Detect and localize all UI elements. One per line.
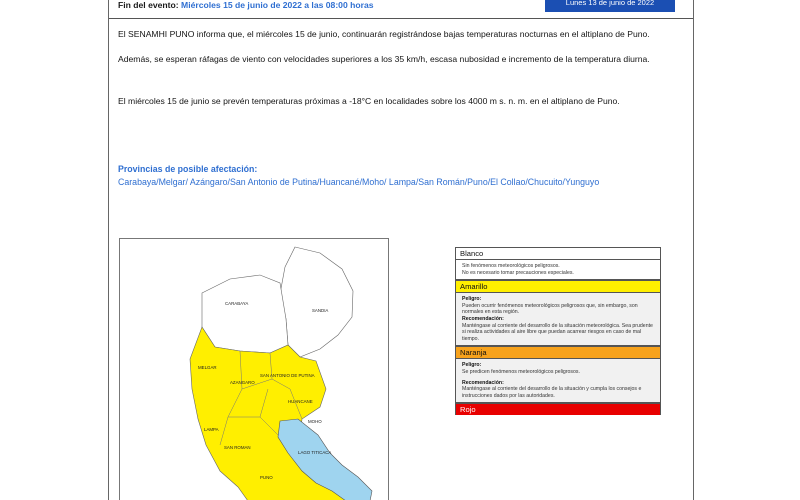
legend-blanco-text1: Sin fenómenos meteorológicos peligrosos. [462,263,560,269]
legend-amarillo-peligro: Pueden ocurrir fenómenos meteorológicos peligrosos que, sin embargo, son normales en esta región. [462,302,638,316]
issue-date-badge: Lunes 13 de junio de 2022 [545,0,675,12]
paragraph-1: El SENAMHI PUNO informa que, el miércoles 15 de junio, continuarán registrándose bajas temperaturas nocturnas en el altiplano de Puno. [118,29,650,39]
legend-naranja-peligro-label: Peligro: [462,362,482,369]
map-label-lago: LAGO TITICACA [298,450,332,455]
legend-naranja-header: Naranja [455,346,661,358]
paragraph-2: Además, se esperan ráfagas de viento con velocidades superiores a los 35 km/h, escasa nubosidad e incremento de la temperatura diurna. [118,54,650,64]
map-label-moho: MOHO [308,419,322,424]
legend-amarillo-rec: Manténgase al corriente del desarrollo de la situación meteorológica. Sea prudente si realiza actividades al aire libre que puedan acarrear riesgos en caso de mal tiempo. [462,322,653,342]
legend-naranja-peligro: Se predicen fenómenos meteorológicos peligrosos. [462,368,580,375]
map-label-carabaya: CARABAYA [225,301,249,306]
map-region-carabaya [202,275,288,353]
legend-blanco-body [455,259,661,280]
provinces-title: Provincias de posible afectación: [118,164,258,174]
header-divider [109,18,693,19]
provinces-list: Carabaya/Melgar/ Azángaro/San Antonio de Putina/Huancané/Moho/ Lampa/San Román/Puno/El Collao/Chucuito/Yunguyo [118,177,600,187]
legend-naranja-body [455,358,661,403]
legend-amarillo-body [455,292,661,346]
map-label-melgar: MELGAR [198,365,217,370]
legend-blanco-header: Blanco [455,247,661,259]
event-end-label: Fin del evento: [118,0,179,10]
event-end-value: Miércoles 15 de junio de 2022 a las 08:00 horas [181,0,374,10]
map-label-azangaro: AZANGARO [230,380,255,385]
alert-map [119,238,389,500]
legend-amarillo-rec-label: Recomendación: [462,315,504,322]
map-label-putina: SAN ANTONIO DE PUTINA [260,373,315,378]
legend-amarillo-header: Amarillo [455,280,661,292]
legend-naranja-rec-label: Recomendación: [462,379,504,386]
event-end-line [118,0,374,10]
map-label-puno: PUNO [260,475,273,480]
alert-map-svg [120,239,388,500]
map-label-lampa: LAMPA [204,427,219,432]
paragraph-3: El miércoles 15 de junio se prevén temperaturas próximas a -18°C en localidades sobre los 4000 m s. n. m. en el altiplano de Puno. [118,96,620,106]
legend-amarillo-peligro-label: Peligro: [462,296,482,303]
map-label-sanroman: SAN ROMAN [224,445,251,450]
legend-blanco-text2: No es necesario tomar precauciones especiales. [462,269,574,276]
bulletin-page [108,0,694,500]
map-region-sandia [280,247,353,357]
map-label-huancane: HUANCANE [288,399,313,404]
map-label-sandia: SANDIA [312,308,329,313]
legend-naranja-rec: Manténgase al corriente del desarrollo de la situación y cumpla los consejos e instrucciones dados por las autoridades. [462,386,642,399]
alert-legend [455,247,661,415]
legend-rojo-header: Rojo [455,403,661,415]
